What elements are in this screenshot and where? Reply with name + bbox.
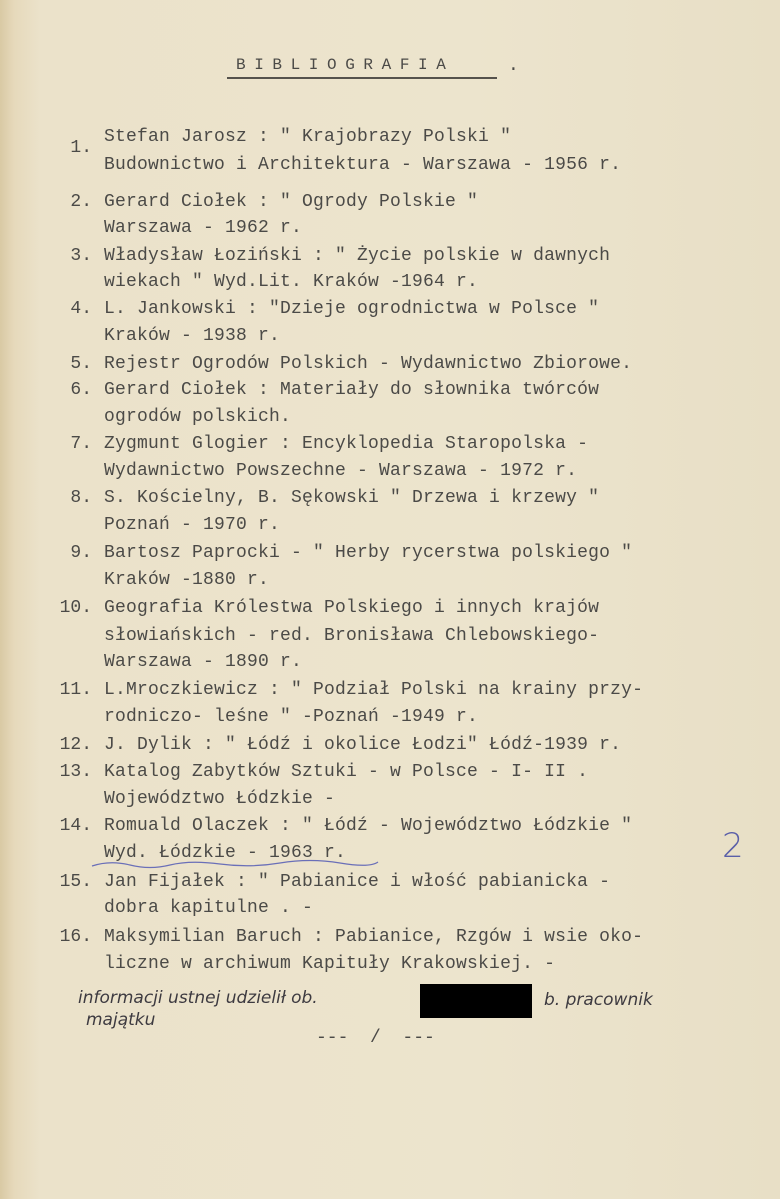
item-line: Budownictwo i Architektura - Warszawa - 1956 r. (104, 155, 622, 175)
item-line: Kraków - 1938 r. (104, 326, 281, 346)
document-title: BIBLIOGRAFIA (236, 56, 455, 74)
item-line: ogrodów polskich. (104, 407, 292, 427)
title-dot: . (508, 56, 519, 76)
item-line: wiekach " Wyd.Lit. Kraków -1964 r. (104, 272, 479, 292)
item-number: 12. (59, 735, 92, 755)
title-underline (227, 77, 497, 79)
item-number: 2. (70, 192, 92, 212)
item-line: Kraków -1880 r. (104, 570, 270, 590)
item-number: 4. (70, 299, 92, 319)
item-line: Gerard Ciołek : " Ogrody Polskie " (104, 192, 479, 212)
item-line: liczne w archiwum Kapituły Krakowskiej. - (104, 954, 556, 974)
item-line: Katalog Zabytków Sztuki - w Polsce - I- II . (104, 762, 589, 782)
redaction-box (420, 984, 532, 1018)
item-line: Romuald Olaczek : " Łódź - Województwo Łódzkie " (104, 816, 633, 836)
item-number: 9. (70, 543, 92, 563)
pen-underline (90, 858, 380, 872)
item-line: Warszawa - 1890 r. (104, 652, 303, 672)
item-line: słowiańskich - red. Bronisława Chlebowskiego- (104, 626, 600, 646)
item-number: 6. (70, 380, 92, 400)
item-number: 13. (59, 762, 92, 782)
item-line: Władysław Łoziński : " Życie polskie w dawnych (104, 246, 611, 266)
item-line: S. Kościelny, B. Sękowski " Drzewa i krzewy " (104, 488, 600, 508)
end-mark: --- / --- (316, 1028, 435, 1048)
item-line: Warszawa - 1962 r. (104, 218, 303, 238)
item-number: 5. (70, 354, 92, 374)
item-number: 11. (59, 680, 92, 700)
item-number: 8. (70, 488, 92, 508)
item-line: Rejestr Ogrodów Polskich - Wydawnictwo Zbiorowe. (104, 354, 633, 374)
item-line: Województwo Łódzkie - (104, 789, 336, 809)
item-line: Gerard Ciołek : Materiały do słownika twórców (104, 380, 600, 400)
item-line: Wydawnictwo Powszechne - Warszawa - 1972 r. (104, 461, 578, 481)
item-line: dobra kapitulne . - (104, 898, 314, 918)
item-number: 10. (59, 598, 92, 618)
item-number: 3. (70, 246, 92, 266)
item-line: Zygmunt Glogier : Encyklopedia Staropolska - (104, 434, 589, 454)
item-line: Bartosz Paprocki - " Herby rycerstwa polskiego " (104, 543, 633, 563)
item-number: 15. (59, 872, 92, 892)
handwritten-note-part3: majątku (86, 1010, 156, 1030)
item-number: 7. (70, 434, 92, 454)
item-line: J. Dylik : " Łódź i okolice Łodzi" Łódź-1939 r. (104, 735, 622, 755)
handwritten-note-part1: informacji ustnej udzielił ob. (78, 988, 318, 1008)
item-line: Jan Fijałek : " Pabianice i włość pabianicka - (104, 872, 611, 892)
handwritten-note-part2: b. pracownik (544, 990, 653, 1010)
item-line: L. Jankowski : "Dzieje ogrodnictwa w Polsce " (104, 299, 600, 319)
item-line: Stefan Jarosz : " Krajobrazy Polski " (104, 127, 512, 147)
item-line: rodniczo- leśne " -Poznań -1949 r. (104, 707, 479, 727)
item-line: Geografia Królestwa Polskiego i innych krajów (104, 598, 600, 618)
item-number: 14. (59, 816, 92, 836)
item-line: Wyd. Łódzkie - 1963 r. (104, 843, 347, 863)
item-line: L.Mroczkiewicz : " Podział Polski na krainy przy- (104, 680, 644, 700)
item-number: 16. (59, 927, 92, 947)
item-number: 1. (70, 138, 92, 158)
page-number-handwritten: 2 (722, 826, 744, 866)
item-line: Poznań - 1970 r. (104, 515, 281, 535)
item-line: Maksymilian Baruch : Pabianice, Rzgów i wsie oko- (104, 927, 644, 947)
